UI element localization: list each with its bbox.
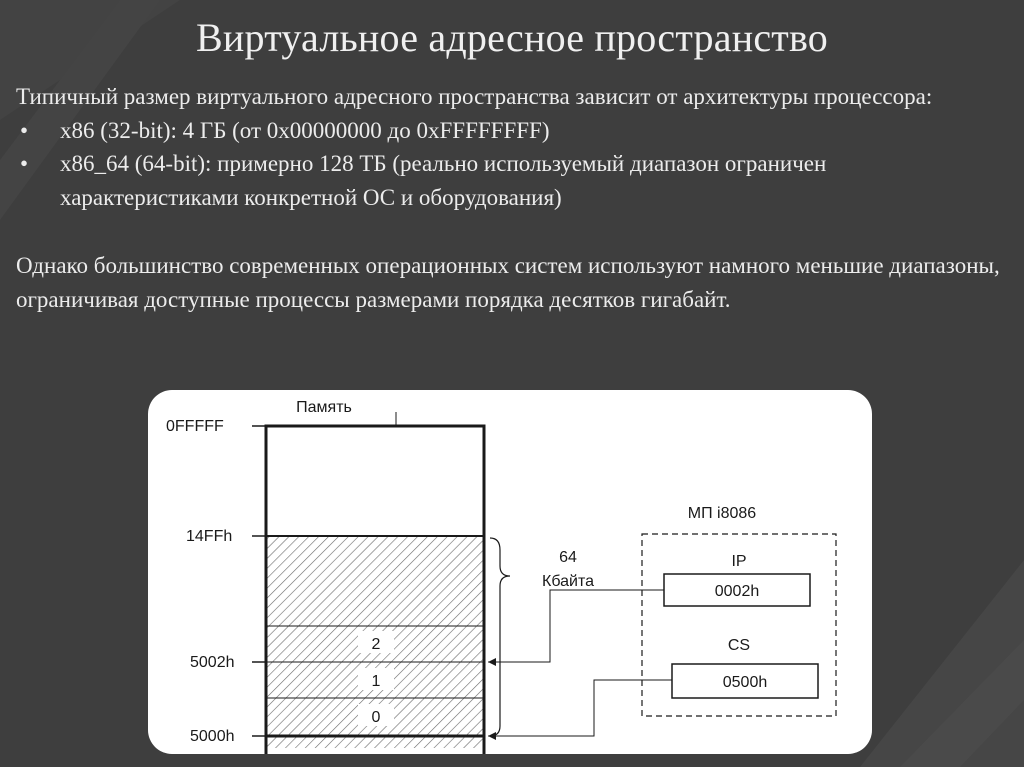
address-segment-start: 5000h: [190, 728, 235, 745]
bullet-text: x86_64 (64-bit): примерно 128 ТБ (реально используемый диапазон ограничен характеристиками конкретной ОС и оборудования): [60, 151, 827, 210]
bullet-marker: •: [20, 151, 29, 176]
slide-body: [16, 80, 1006, 316]
slide-title: Виртуальное адресное пространство: [196, 15, 828, 60]
memory-label: Память: [296, 399, 352, 416]
conclusion-paragraph: Однако большинство современных операционных систем используют намного меньшие диапазоны, ограничивая доступные процессы размерами порядка десятков гигабайт.: [16, 253, 1000, 312]
address-segment-end: 14FFh: [186, 528, 233, 545]
ip-register-label: IP: [731, 553, 747, 570]
cell-label: 0: [371, 709, 381, 726]
cs-pointer-arrow: [488, 680, 672, 736]
cs-register-label: CS: [727, 637, 751, 654]
cell-label: 1: [371, 673, 381, 690]
memory-diagram-panel: [148, 390, 872, 754]
cs-register-value: 0500h: [722, 674, 768, 691]
cell-label: 2: [371, 636, 381, 653]
segment-brace: [490, 538, 510, 736]
segment-size-value: 64: [559, 549, 577, 566]
cpu-label: МП i8086: [687, 505, 757, 522]
bullet-text: x86 (32-bit): 4 ГБ (от 0x00000000 до 0xFFFFFFFF): [60, 117, 550, 143]
memory-diagram: [148, 390, 872, 754]
bullet-item: [16, 114, 1006, 148]
address-top: 0FFFFF: [166, 418, 224, 435]
bullet-item: [16, 147, 1006, 214]
segment-size-unit: Кбайта: [542, 573, 594, 590]
ip-register-value: 0002h: [714, 583, 760, 600]
intro-paragraph: Типичный размер виртуального адресного пространства зависит от архитектуры процессора:: [16, 84, 933, 109]
bullet-marker: •: [20, 117, 29, 143]
ip-pointer-arrow: [488, 590, 664, 662]
address-ip: 5002h: [190, 654, 235, 671]
